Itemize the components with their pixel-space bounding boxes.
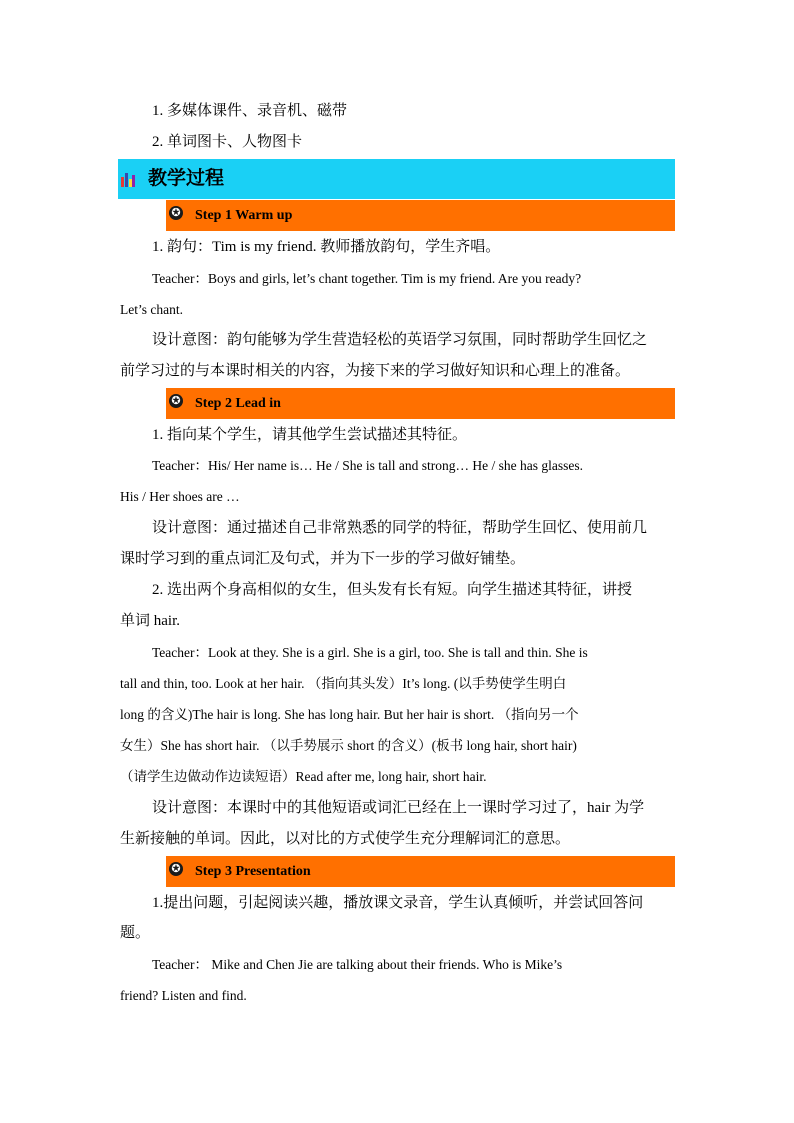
step-title: Step 3 Presentation xyxy=(195,864,311,879)
text-line: 设计意图：本课时中的其他短语或词汇已经在上一课时学习过了，hair 为学 xyxy=(152,800,645,816)
text-line: 前学习过的与本课时相关的内容，为接下来的学习做好知识和心理上的准备。 xyxy=(120,363,631,379)
star-circle-icon: ✪ xyxy=(169,206,183,220)
step-header xyxy=(166,200,675,231)
section-title: 教学过程 xyxy=(148,168,225,189)
text-line: Teacher：His/ Her name is… He / She is tall and strong… He / she has glasses. xyxy=(152,458,583,473)
text-line: Teacher：Boys and girls, let’s chant together. Tim is my friend. Are you ready? xyxy=(152,271,582,286)
text-line: Teacher：Look at they. She is a girl. She is a girl, too. She is tall and thin. She is xyxy=(152,645,588,660)
material-item: 2. 单词图卡、人物图卡 xyxy=(152,134,303,150)
star-circle-icon: ✪ xyxy=(169,394,183,408)
text-line: 题。 xyxy=(120,925,151,941)
text-line: tall and thin, too. Look at her hair. （指向其头发）It’s long. (以手势使学生明白 xyxy=(120,676,567,691)
text-line: 单词 hair. xyxy=(120,613,180,629)
text-line: 1. 指向某个学生，请其他学生尝试描述其特征。 xyxy=(152,427,468,443)
text-line: 2. 选出两个身高相似的女生，但头发有长有短。向学生描述其特征，讲授 xyxy=(152,582,633,598)
step-title: Step 1 Warm up xyxy=(195,208,293,223)
text-line: 生新接触的单词。因此，以对比的方式使学生充分理解词汇的意思。 xyxy=(120,831,571,847)
text-line: Teacher： Mike and Chen Jie are talking about their friends. Who is Mike’s xyxy=(152,957,563,972)
step-title: Step 2 Lead in xyxy=(195,396,281,411)
star-circle-icon: ✪ xyxy=(169,862,183,876)
text-line: 1.提出问题，引起阅读兴趣，播放课文录音，学生认真倾听，并尝试回答问 xyxy=(152,895,644,911)
text-line: Let’s chant. xyxy=(120,302,183,317)
colored-bars-icon xyxy=(121,171,135,187)
text-line: （请学生边做动作边读短语）Read after me, long hair, short hair. xyxy=(120,769,487,784)
step-header xyxy=(166,388,675,419)
text-line: 女生）She has short hair. （以手势展示 short 的含义）(板书 long hair, short hair) xyxy=(120,738,577,753)
section-banner xyxy=(118,159,675,199)
text-line: 设计意图：通过描述自己非常熟悉的同学的特征，帮助学生回忆、使用前几 xyxy=(152,520,648,536)
text-line: 课时学习到的重点词汇及句式，并为下一步的学习做好铺垫。 xyxy=(120,551,526,567)
material-item: 1. 多媒体课件、录音机、磁带 xyxy=(152,103,348,119)
step-header xyxy=(166,856,675,887)
text-line: long 的含义)The hair is long. She has long hair. But her hair is short. （指向另一个 xyxy=(120,707,579,722)
text-line: 1. 韵句：Tim is my friend. 教师播放韵句，学生齐唱。 xyxy=(152,239,501,255)
text-line: 设计意图：韵句能够为学生营造轻松的英语学习氛围，同时帮助学生回忆之 xyxy=(152,332,648,348)
text-line: His / Her shoes are … xyxy=(120,489,240,504)
text-line: friend? Listen and find. xyxy=(120,988,247,1003)
